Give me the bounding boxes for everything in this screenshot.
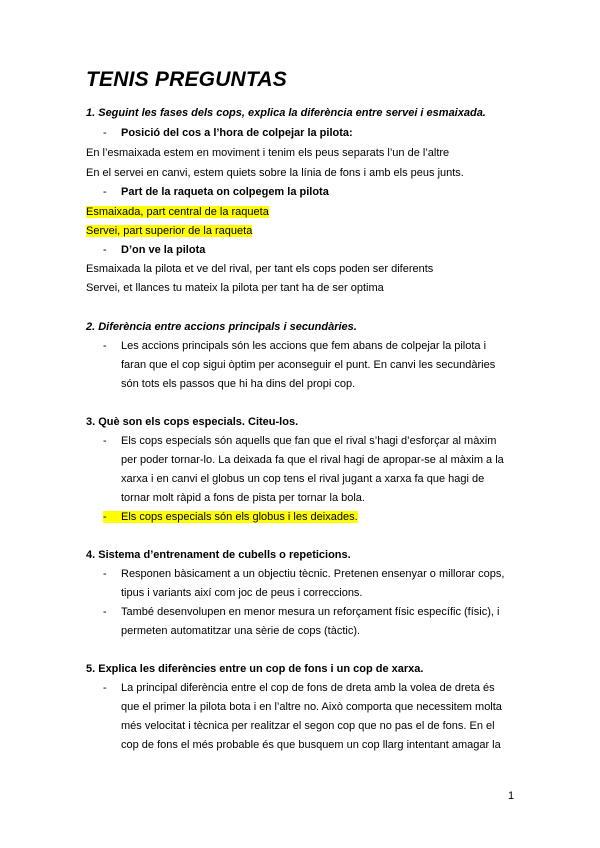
dash-marker: -	[103, 244, 107, 256]
question-1: 1. Seguint les fases dels cops, explica la diferència entre servei i esmaixada.	[86, 107, 486, 119]
bullet-line: - La principal diferència entre el cop de fons de dreta amb la volea de dreta és	[103, 682, 495, 694]
continuation-line: més velocitat i tècnica per realitzar el segon cop que no pas el de fons. En el	[121, 720, 495, 732]
continuation-line: tipus i variants així com joc de peus i correccions.	[121, 587, 363, 599]
answer-line: Servei, et llances tu mateix la pilota per tant ha de ser optima	[86, 282, 384, 294]
continuation-line: tornar molt ràpid a fons de pista per tornar la bola.	[121, 492, 365, 504]
answer-line: Esmaixada la pilota et ve del rival, per tant els cops poden ser diferents	[86, 263, 434, 275]
dash-marker: -	[103, 606, 107, 618]
continuation-line: per poder tornar-lo. La deixada fa que el rival hagi de apropar-se al màxim a la	[121, 454, 504, 466]
dash-marker: -	[103, 682, 107, 694]
dash-marker: -	[103, 186, 107, 198]
highlighted-bullet-line: - Els cops especials són els globus i les deixades.	[103, 511, 358, 523]
dash-marker: -	[103, 511, 107, 523]
subheading-body-position: - Posició del cos a l’hora de colpejar la pilota:	[103, 127, 353, 139]
question-2: 2. Diferència entre accions principals i secundàries.	[86, 321, 357, 333]
bullet-line: - Els cops especials són aquells que fan que el rival s’hagi d’esforçar al màxim	[103, 435, 497, 447]
dash-marker: -	[103, 568, 107, 580]
highlighted-answer-line: Esmaixada, part central de la raqueta	[86, 206, 269, 218]
continuation-line: xarxa i en canvi el globus un cop tens el rival jugant a xarxa fa que hagi de	[121, 473, 485, 485]
continuation-line: que el primer la pilota bota i en l’altre no. Això comporta que necessitem molta	[121, 701, 502, 713]
question-3: 3. Què son els cops especials. Citeu-los.	[86, 416, 299, 428]
highlighted-answer-line: Servei, part superior de la raqueta	[86, 225, 253, 237]
subheading-racket-part: - Part de la raqueta on colpegem la pilota	[103, 186, 329, 198]
question-4: 4. Sistema d’entrenament de cubells o repeticions.	[86, 549, 351, 561]
dash-marker: -	[103, 340, 107, 352]
dash-marker: -	[103, 127, 107, 139]
page-number: 1	[508, 790, 515, 802]
bullet-line: - Les accions principals són les accions que fem abans de colpejar la pilota i	[103, 340, 487, 352]
bullet-line: - Responen bàsicament a un objectiu tècnic. Pretenen ensenyar o millorar cops,	[103, 568, 505, 580]
page-title: TENIS PREGUNTAS	[86, 68, 287, 91]
question-5: 5. Explica les diferències entre un cop de fons i un cop de xarxa.	[86, 663, 424, 675]
subheading-ball-origin: - D’on ve la pilota	[103, 244, 206, 256]
dash-marker: -	[103, 435, 107, 447]
bullet-line: - També desenvolupen en menor mesura un reforçament físic específic (físic), i	[103, 606, 500, 618]
answer-line: En l’esmaixada estem en moviment i tenim els peus separats l’un de l’altre	[86, 147, 450, 159]
continuation-line: faran que el cop sigui òptim per aconseguir el punt. En canvi les secundàries	[121, 359, 496, 371]
continuation-line: cop de fons el més probable és que busquem un cop llarg intentant amagar la	[121, 739, 501, 751]
continuation-line: són tots els passos que hi ha dins del propi cop.	[121, 378, 356, 390]
answer-line: En el servei en canvi, estem quiets sobre la línia de fons i amb els peus junts.	[86, 167, 464, 179]
continuation-line: permeten automatitzar una sèrie de cops (tàctic).	[121, 625, 361, 637]
